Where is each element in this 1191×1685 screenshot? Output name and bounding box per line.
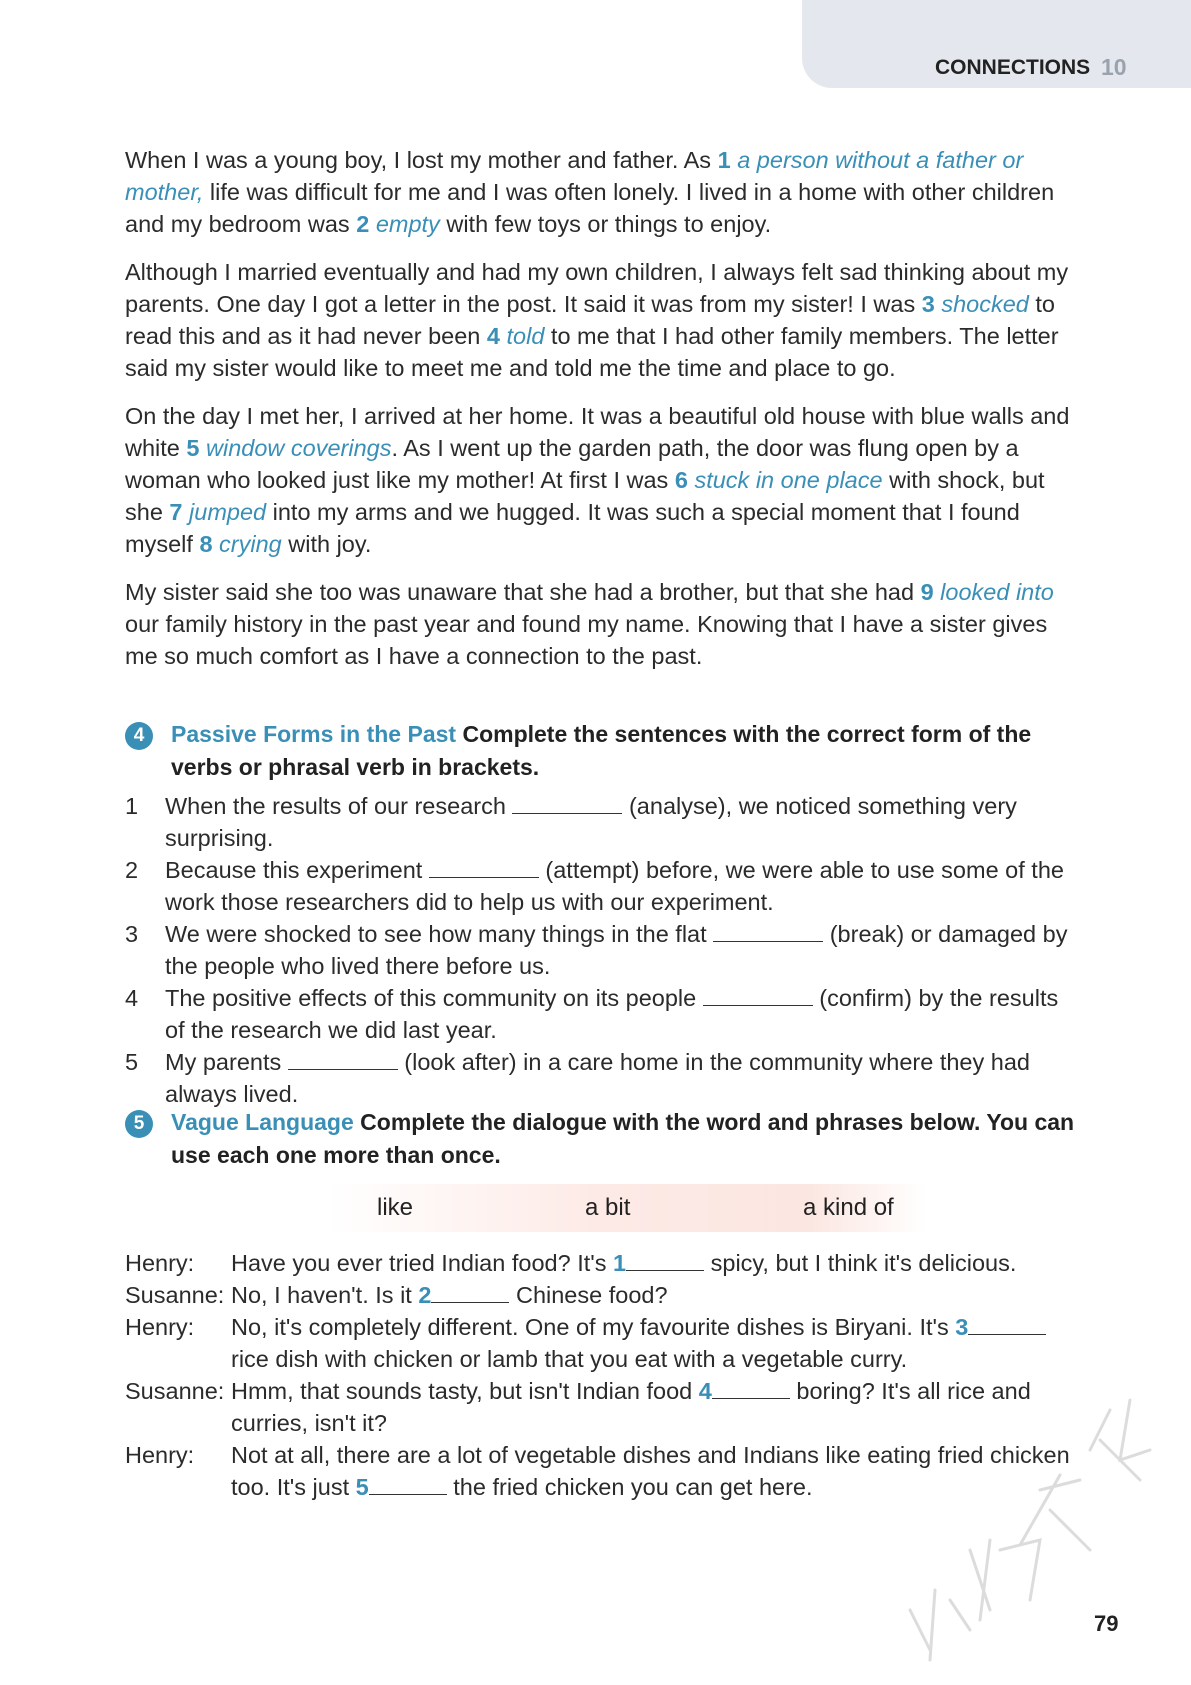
exercise-instruction: Complete the sentences with the correct form of the verbs or phrasal verb in brackets.	[171, 721, 1032, 780]
glossed-phrase: shocked	[941, 291, 1029, 317]
text: to me that I had other family members. The letter said my sister would like to meet me and told me the time and place to go.	[125, 323, 1059, 381]
list-item	[125, 918, 1075, 982]
exercise-title: Vague Language	[171, 1109, 354, 1135]
line-text: Chinese food?	[509, 1282, 668, 1308]
line-text: spicy, but I think it's delicious.	[704, 1250, 1017, 1276]
publisher-watermark	[880, 1380, 1180, 1670]
answer-blank[interactable]	[512, 793, 622, 814]
item-text: (attempt) before, we were able to use some of the work those researchers did to help us with our experiment.	[165, 857, 1064, 915]
exercise-4-items	[125, 790, 1075, 1110]
gap-number: 4	[486, 323, 500, 349]
page-number: 79	[1094, 1611, 1119, 1636]
gap-number: 1	[613, 1250, 627, 1276]
dialogue-line	[125, 1247, 1075, 1279]
answer-blank[interactable]	[431, 1282, 509, 1303]
item-number: 4	[125, 985, 139, 1011]
glossed-phrase: crying	[219, 531, 282, 557]
glossed-phrase: a person without a father or mother,	[125, 147, 1024, 205]
gap-number: 3	[955, 1314, 969, 1340]
item-text: (analyse), we noticed something very surprising.	[165, 793, 1017, 851]
answer-blank[interactable]	[968, 1314, 1046, 1335]
speaker-name: Susanne:	[125, 1378, 225, 1404]
list-item	[125, 1046, 1075, 1110]
exercise-number-badge: 5	[125, 1110, 153, 1138]
word-box	[327, 1184, 927, 1232]
item-number: 3	[125, 921, 139, 947]
text: When I was a young boy, I lost my mother and father. As	[125, 147, 718, 173]
text: life was difficult for me and I was often lonely. I lived in a home with other children and my bedroom was	[125, 179, 1055, 237]
item-text: We were shocked to see how many things in the flat	[165, 921, 714, 947]
gap-number: 2	[418, 1282, 432, 1308]
speaker-name: Henry:	[125, 1250, 195, 1276]
item-number: 1	[125, 793, 139, 819]
exercise-5	[125, 1106, 1075, 1172]
gap-number: 5	[186, 435, 200, 461]
line-text: No, it's completely different. One of my favourite dishes is Biryani. It's	[231, 1314, 956, 1340]
exercise-title: Passive Forms in the Past	[171, 721, 457, 747]
glossed-phrase: looked into	[940, 579, 1054, 605]
answer-blank[interactable]	[703, 985, 813, 1006]
story-paragraph-3	[125, 400, 1075, 560]
line-text: Not at all, there are a lot of vegetable dishes and Indians like eating fried chicken too. It's just	[231, 1442, 1070, 1500]
item-text: My parents	[165, 1049, 288, 1075]
story-text	[125, 144, 1075, 688]
header-unit-number: 10	[1101, 54, 1127, 80]
glossed-phrase: told	[506, 323, 545, 349]
dialogue-line	[125, 1279, 1075, 1311]
list-item	[125, 790, 1075, 854]
gap-number: 1	[717, 147, 731, 173]
item-number: 5	[125, 1049, 139, 1075]
item-text: (look after) in a care home in the community where they had always lived.	[165, 1049, 1030, 1107]
text: to read this and as it had never been	[125, 291, 1055, 349]
text: into my arms and we hugged. It was such a special moment that I found myself	[125, 499, 1020, 557]
gap-number: 9	[920, 579, 934, 605]
exercise-5-heading	[125, 1106, 1075, 1172]
glossed-phrase: empty	[375, 211, 440, 237]
item-text: (break) or damaged by the people who lived there before us.	[165, 921, 1068, 979]
text: Although I married eventually and had my own children, I always felt sad thinking about my parents. One day I got a letter in the post. It said it was from my sister! I was	[125, 259, 1069, 317]
exercise-number-badge: 4	[125, 722, 153, 750]
glossed-phrase: stuck in one place	[694, 467, 883, 493]
line-text: the fried chicken you can get here.	[446, 1474, 813, 1500]
answer-blank[interactable]	[288, 1049, 398, 1070]
story-paragraph-4	[125, 576, 1075, 672]
gap-number: 2	[356, 211, 370, 237]
text: our family history in the past year and found my name. Knowing that I have a sister gives me so much comfort as I have a connection to the past.	[125, 611, 1048, 669]
gap-number: 3	[921, 291, 935, 317]
gap-number: 5	[355, 1474, 369, 1500]
text: On the day I met her, I arrived at her home. It was a beautiful old house with blue walls and white	[125, 403, 1070, 461]
text: My sister said she too was unaware that she had a brother, but that she had	[125, 579, 921, 605]
answer-blank[interactable]	[429, 857, 539, 878]
line-text: boring? It's all rice and curries, isn't it?	[231, 1378, 1031, 1436]
item-text: Because this experiment	[165, 857, 429, 883]
dialogue-line	[125, 1311, 1075, 1375]
text: with few toys or things to enjoy.	[439, 211, 772, 237]
header-section-title: CONNECTIONS	[935, 56, 1091, 79]
line-text: Hmm, that sounds tasty, but isn't Indian food	[231, 1378, 699, 1404]
answer-blank[interactable]	[712, 1378, 790, 1399]
exercise-4-heading	[125, 718, 1075, 784]
list-item	[125, 854, 1075, 918]
text: . As I went up the garden path, the door was flung open by a woman who looked just like my mother! At first I was	[125, 435, 1019, 493]
word-option: like	[377, 1194, 414, 1221]
text: with shock, but she	[125, 467, 1045, 525]
text: with joy.	[281, 531, 372, 557]
story-paragraph-1	[125, 144, 1075, 240]
gap-number: 8	[199, 531, 213, 557]
exercise-4	[125, 718, 1075, 1110]
word-option: a kind of	[803, 1194, 894, 1221]
item-text: The positive effects of this community on its people	[165, 985, 703, 1011]
list-item	[125, 982, 1075, 1046]
line-text: rice dish with chicken or lamb that you eat with a vegetable curry.	[231, 1346, 908, 1372]
answer-blank[interactable]	[626, 1250, 704, 1271]
speaker-name: Henry:	[125, 1442, 195, 1468]
glossed-phrase: jumped	[189, 499, 267, 525]
answer-blank[interactable]	[713, 921, 823, 942]
story-paragraph-2	[125, 256, 1075, 384]
line-text: No, I haven't. Is it	[231, 1282, 419, 1308]
glossed-phrase: window coverings	[206, 435, 392, 461]
gap-number: 7	[169, 499, 183, 525]
speaker-name: Susanne:	[125, 1282, 225, 1308]
exercise-instruction: Complete the dialogue with the word and phrases below. You can use each one more than once.	[171, 1109, 1075, 1168]
gap-number: 4	[698, 1378, 712, 1404]
line-text: Have you ever tried Indian food? It's	[231, 1250, 614, 1276]
word-option: a bit	[585, 1194, 631, 1221]
item-text: (confirm) by the results of the research we did last year.	[165, 985, 1059, 1043]
speaker-name: Henry:	[125, 1314, 195, 1340]
gap-number: 6	[674, 467, 688, 493]
answer-blank[interactable]	[369, 1474, 447, 1495]
item-number: 2	[125, 857, 139, 883]
item-text: When the results of our research	[165, 793, 513, 819]
